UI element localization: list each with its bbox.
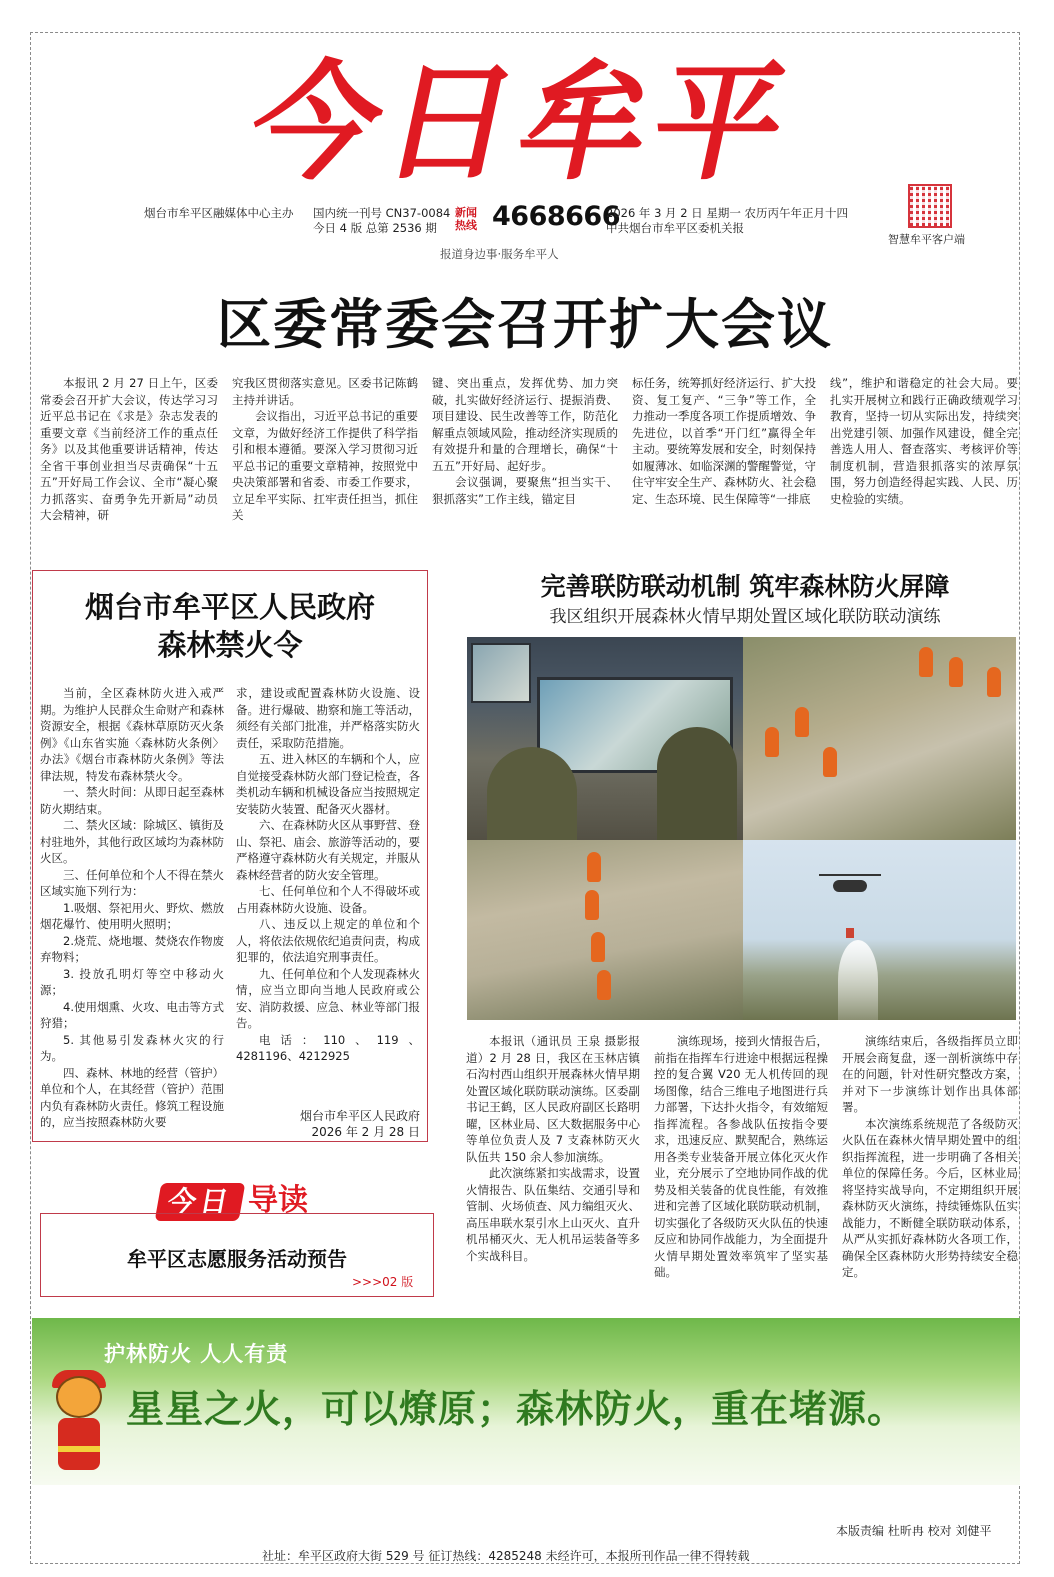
guide-link-title[interactable]: 牟平区志愿服务活动预告 (127, 1247, 347, 1271)
drill-headline: 完善联防联动机制 筑牢森林防火屏障 (540, 572, 950, 601)
editor-credit: 本版责编 杜昕冉 校对 刘健平 (836, 1524, 992, 1538)
lead-column-5: 线”，维护和谐稳定的社会大局。要扎实开展树立和践行正确政绩观学习教育，坚持一切从实际出发，持续突出党建引领、加强作风建设，健全完善选人用人、督查落实、考核评价等制度机制，营造狠抓落实的浓厚氛围，努力创造经得起实践、人民、历史检验的实绩。 (830, 376, 1018, 506)
masthead-title: 今日牟平 (237, 48, 805, 198)
fire-ban-signature: 烟台市牟平区人民政府 2026 年 2 月 28 日 (299, 1109, 420, 1139)
drill-column-1: 本报讯（通讯员 王泉 摄影报道）2 月 28 日，我区在玉林店镇石沟村西山组织开展森林火情早期处置区域化联防联动演练。区委副书记王鹤，区人民政府副区长路明曜，区林业局、区大数据服务中心等单位负责人及 7 支森林防灭火队伍共 150 余人参加演练。 此次演练紧扣实战需求，设置火情报告、队伍集结、交通引导和管制、火场侦查、风力编组灭火、高压串联水泵引水上山灭火、直升机吊桶灭火、无人机吊运装备等多个实战科目。 (466, 1034, 640, 1263)
drill-column-2: 演练现场，接到火情报告后，前指在指挥车行进途中根据远程操控的复合翼 V20 无人机传回的现场图像，结合三维电子地图进行兵力部署，下达扑火指令，有效缩短指挥流程。各参战队伍按指令要求，迅速反应、默契配合，熟练运用各类专业装备开展立体化灭火作业，充分展示了空地协同作战的优势及相关装备的优良性能，有效推进和完善了区域化联防联动机制，切实强化了各级防灭火队伍的快速反应和协同作战能力，为全面提升火情早期处置效率筑牢了坚实基础。 (654, 1034, 828, 1279)
hotline-number: 4668666 (492, 201, 621, 232)
guide-logo: 今日 (155, 1183, 246, 1221)
qr-code-icon[interactable] (908, 184, 952, 228)
footer-address: 社址：牟平区政府大街 529 号 征订热线：4285248 未经许可，本报所刊作品一律不得转载 (262, 1549, 750, 1563)
fire-ban-left-column: 当前，全区森林防火进入戒严期。为维护人民群众生命财产和森林资源安全，根据《森林草原防灭火条例》《山东省实施〈森林防火条例〉办法》《烟台市森林防火条例》等法律法规，特发布森林禁火令。 一、禁火时间：从即日起至森林防火期结束。 二、禁火区域：除城区、镇街及村驻地外，其他行政区域均为森林防火区。 三、任何单位和个人不得在禁火区域实施下列行为： 1.吸烟、祭祀用火、野炊、燃放烟花爆竹、使用明火照明； 2.烧荒、烧地堰、焚烧农作物废弃物料； 3. 投放孔明灯等空中移动火源； 4.使用烟熏、火攻、电击等方式狩猎； 5. 其他易引发森林火灾的行为。 四、森林、林地的经营（管护）单位和个人，在其经营（管护）范围内负有森林防火责任。修筑工程设施的，应当按照森林防火要 (40, 686, 224, 1129)
guide-label: 导读 (248, 1183, 308, 1218)
lead-column-4: 标任务，统筹抓好经济运行、扩大投资、复工复产、“三争”等工作，全力推动一季度各项工作提质增效、争先进位，以首季“开门红”赢得全年主动。要统筹发展和安全，时刻保持如履薄冰、如临深渊的警醒警觉，守住守牢安全生产、森林防火、社会稳定、生态环境、民生保障等“一排底 (632, 376, 816, 506)
slogan: 报道身边事·服务牟平人 (440, 247, 559, 261)
serial-number: 国内统一刊号 CN37-0084 (313, 206, 451, 220)
edition-info: 今日 4 版 总第 2536 期 (313, 221, 437, 235)
photo-command-center (467, 637, 743, 840)
banner-slogan: 星星之火，可以燎原；森林防火，重在堵源。 (126, 1386, 907, 1431)
photo-helicopter (743, 840, 1016, 1020)
tiger-mascot-icon (46, 1376, 112, 1480)
hotline-label: 新闻 热线 (455, 206, 477, 232)
organizer-text: 烟台市牟平区融媒体中心主办 (144, 206, 294, 220)
qr-label: 智慧牟平客户端 (888, 233, 965, 246)
photo-firefighters-march (467, 840, 743, 1020)
issue-date: 2026 年 3 月 2 日 星期一 农历丙午年正月十四 (606, 206, 848, 220)
photo-firefighters-hose (743, 637, 1016, 840)
lead-column-1: 本报讯 2 月 27 日上午，区委常委会召开扩大会议，传达学习习近平总书记在《求是》杂志发表的重要文章《当前经济工作的重点任务》以及其他重要讲话精神，传达全省干事创业担当尽责确保“十五五”开好局工作会议、全市“凝心聚力抓落实、奋勇争先开新局”动员大会精神，研 (40, 376, 218, 522)
fire-ban-right-column: 求，建设或配置森林防火设施、设备。进行爆破、勘察和施工等活动，须经有关部门批准，并严格落实防火责任，采取防范措施。 五、进入林区的车辆和个人，应自觉接受森林防火部门登记检查，各类机动车辆和机械设备应当按照规定安装防火装置、配备灭火器材。 六、在森林防火区从事野营、登山、祭祀、庙会、旅游等活动的，要严格遵守森林防火有关规定，并服从森林经营者的防火安全管理。 七、任何单位和个人不得破坏或占用森林防火设施、设备。 八、违反以上规定的单位和个人，将依法依规依纪追责问责，构成犯罪的，依法追究刑事责任。 九、任何单位和个人发现森林火情，应当立即向当地人民政府或公安、消防救援、应急、林业等部门报告。 电话：110、119、4281196、4212925 (236, 686, 420, 1063)
drill-subheadline: 我区组织开展森林火情早期处置区域化联防联动演练 (549, 607, 941, 627)
lead-headline: 区委常委会召开扩大会议 (217, 293, 833, 356)
lead-column-2: 究我区贯彻落实意见。区委书记陈鹤主持并讲话。 会议指出，习近平总书记的重要文章，为做好经济工作提供了科学指引和根本遵循。要深入学习贯彻习近平总书记的重要文章精神，按照党中央决策部署和省委、市委工作要求，立足牟平实际、扛牢责任担当，抓住关 (232, 376, 418, 522)
fire-ban-title: 烟台市牟平区人民政府 森林禁火令 (84, 590, 375, 662)
guide-page-ref[interactable]: >>>02 版 (352, 1275, 414, 1289)
drill-column-3: 演练结束后，各级指挥员立即开展会商复盘，逐一剖析演练中存在的问题，针对性研究整改方案，并对下一步演练计划作出具体部署。 本次演练系统规范了各级防灭火队伍在森林火情早期处置中的组织指挥流程，进一步明确了各相关单位的保障任务。今后，区林业局将坚持实战导向，不定期组织开展森林防灭火演练，持续锤炼队伍实战能力，不断健全联防联动体系，从严从实抓好森林防火各项工作，确保全区森林防火形势持续安全稳定。 (842, 1034, 1018, 1279)
banner-tagline: 护林防火 人人有责 (104, 1342, 289, 1366)
lead-column-3: 键、突出重点，发挥优势、加力突破，扎实做好经济运行、提振消费、项目建设、民生改善等工作，防范化解重点领域风险，推动经济实现质的有效提升和量的合理增长，确保“十五五”开好局、起好步。 会议强调，要聚焦“担当实干、狠抓落实”工作主线，锚定目 (432, 376, 618, 506)
publisher-text: 中共烟台市牟平区委机关报 (606, 221, 744, 235)
